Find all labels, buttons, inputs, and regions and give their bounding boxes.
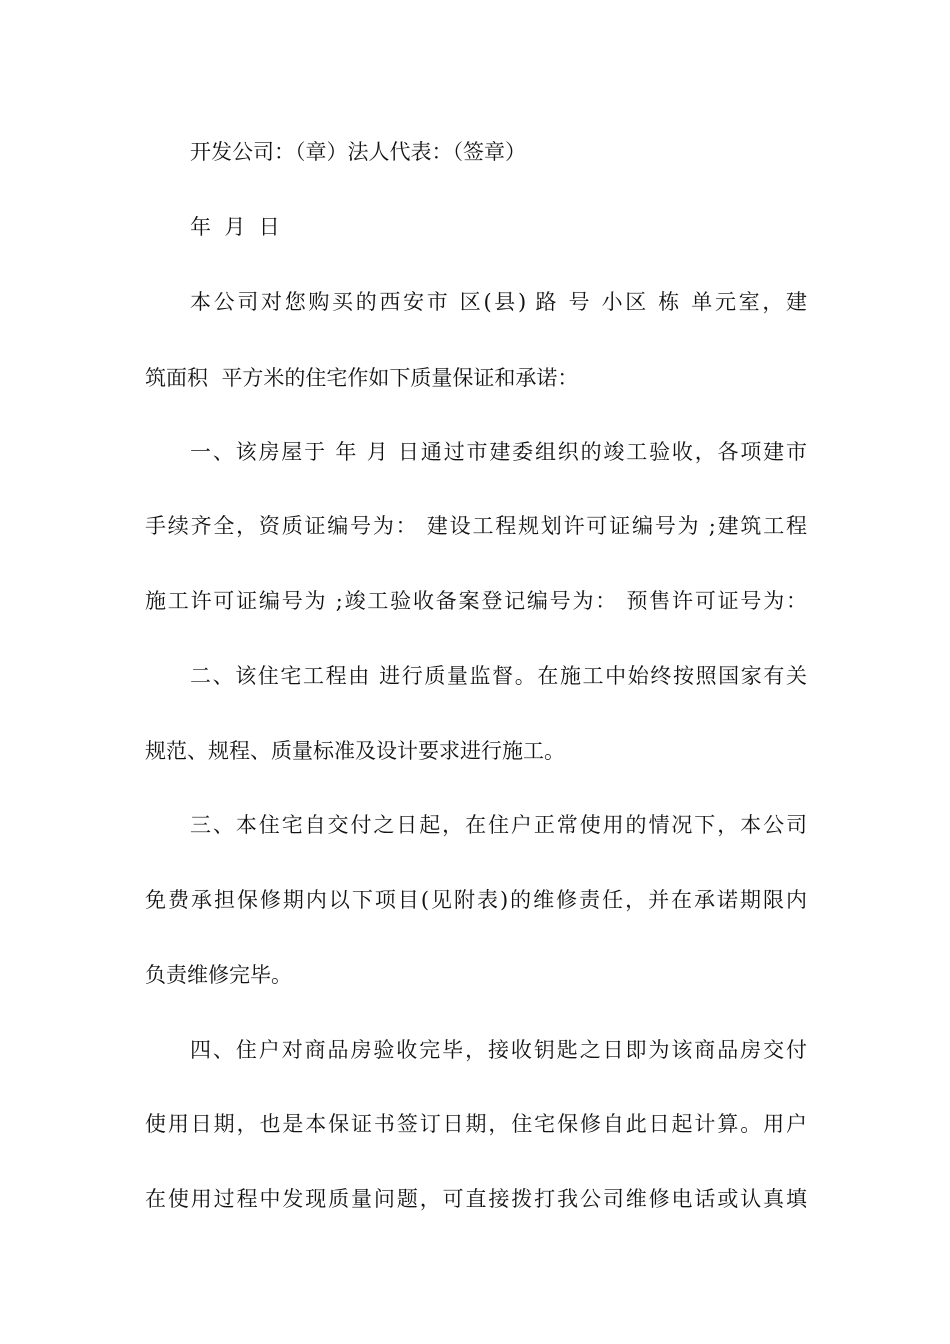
clause-1-line-1: 一、该房屋于 年 月 日通过市建委组织的竣工验收，各项建市 — [190, 440, 807, 464]
clause-4-line-2: 使用日期，也是本保证书签订日期，住宅保修自此日起计算。用户 — [145, 1112, 807, 1136]
date-line: 年 月 日 — [190, 215, 280, 239]
intro-paragraph-line-2: 筑面积 平方米的住宅作如下质量保证和承诺： — [145, 366, 579, 390]
clause-3-line-2: 免费承担保修期内以下项目(见附表)的维修责任，并在承诺期限内 — [145, 888, 807, 912]
signature-line: 开发公司：（章）法人代表：（签章） — [190, 140, 526, 164]
intro-paragraph-line-1: 本公司对您购买的西安市 区(县) 路 号 小区 栋 单元室，建 — [190, 290, 807, 314]
clause-1-line-3: 施工许可证编号为 ;竣工验收备案登记编号为： 预售许可证号为： — [145, 589, 807, 613]
clause-2-line-1: 二、该住宅工程由 进行质量监督。在施工中始终按照国家有关 — [190, 664, 807, 688]
clause-4-line-3: 在使用过程中发现质量问题，可直接拨打我公司维修电话或认真填 — [145, 1187, 807, 1211]
clause-3-line-3: 负责维修完毕。 — [145, 963, 292, 987]
clause-3-line-1: 三、本住宅自交付之日起，在住户正常使用的情况下，本公司 — [190, 813, 807, 837]
clause-2-line-2: 规范、规程、质量标准及设计要求进行施工。 — [145, 739, 565, 763]
clause-1-line-2: 手续齐全，资质证编号为： 建设工程规划许可证编号为 ;建筑工程 — [145, 514, 807, 538]
clause-4-line-1: 四、住户对商品房验收完毕，接收钥匙之日即为该商品房交付 — [190, 1038, 807, 1062]
